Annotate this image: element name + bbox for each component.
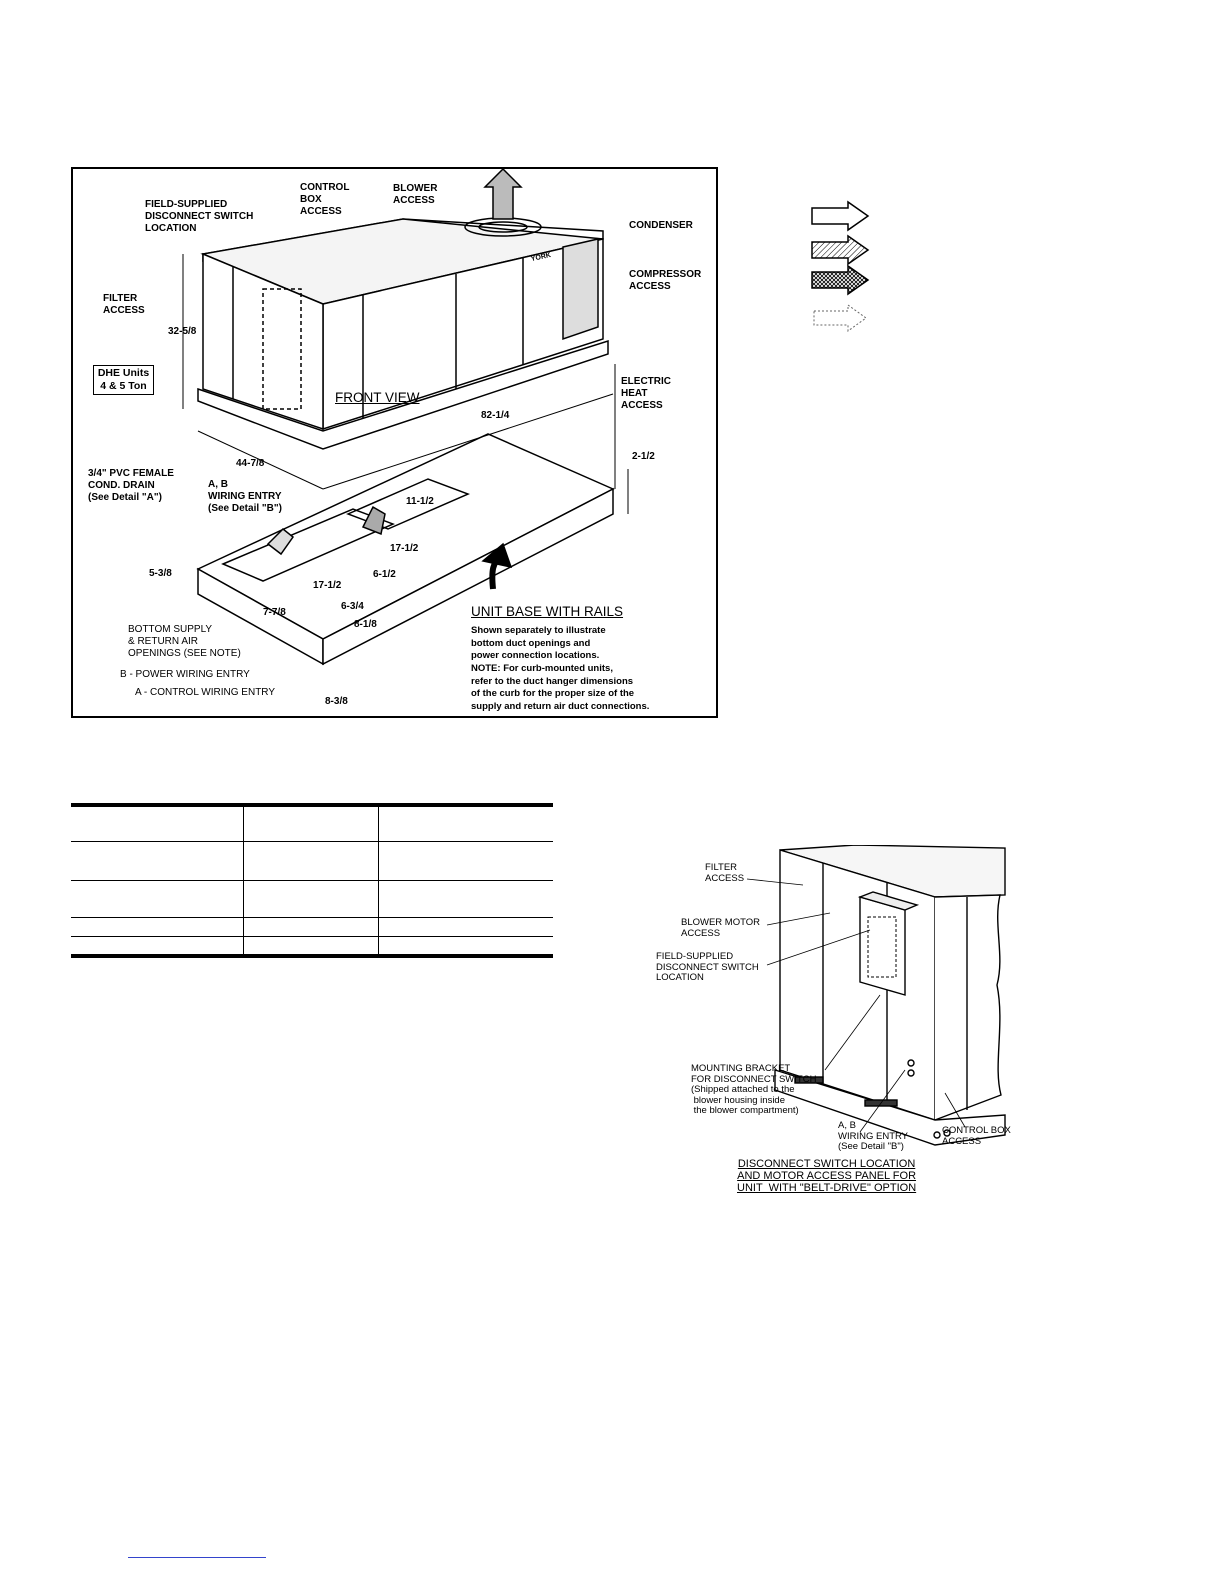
york-logo: YORK bbox=[530, 251, 552, 264]
detail-label-field-supplied: FIELD-SUPPLIED DISCONNECT SWITCH LOCATION bbox=[656, 951, 759, 983]
detail-label-mounting: MOUNTING BRACKET FOR DISCONNECT SWITCH (Shipped attached to the blower housing inside the blower compartment) bbox=[691, 1063, 817, 1116]
table-row bbox=[71, 937, 553, 956]
label-control-box: CONTROL BOX ACCESS bbox=[300, 182, 350, 217]
belt-drive-detail-figure bbox=[655, 845, 1020, 1200]
dhe-units-box: DHE Units 4 & 5 Ton bbox=[93, 365, 154, 395]
label-dim-8a: 8-1/8 bbox=[354, 619, 377, 630]
label-blower: BLOWER ACCESS bbox=[393, 183, 438, 206]
label-wiring-entry: A, B WIRING ENTRY (See Detail "B") bbox=[208, 479, 282, 514]
detail-label-wiring: A, B WIRING ENTRY (See Detail "B") bbox=[838, 1120, 909, 1152]
table-row bbox=[71, 842, 553, 881]
table-row bbox=[71, 917, 553, 936]
label-dim-height: 32-5/8 bbox=[168, 326, 197, 337]
label-dim-8b: 8-3/8 bbox=[325, 696, 348, 707]
outdoor-air-arrow-icon bbox=[812, 202, 868, 230]
front-view-title: FRONT VIEW bbox=[335, 390, 420, 405]
label-dim-6b: 6-3/4 bbox=[341, 601, 364, 612]
shown-separately-text: Shown separately to illustrate bottom duct openings and power connection locations. bbox=[471, 625, 606, 661]
label-a-control: A - CONTROL WIRING ENTRY bbox=[135, 687, 276, 698]
label-dim-depth: 44-7/8 bbox=[236, 458, 265, 469]
exhaust-air-arrow-icon bbox=[814, 305, 866, 331]
label-dim-5: 5-3/8 bbox=[149, 568, 172, 579]
label-dim-11: 11-1/2 bbox=[406, 496, 434, 507]
label-dim-6: 6-1/2 bbox=[373, 569, 396, 580]
label-dim-rail: 2-1/2 bbox=[632, 451, 655, 462]
label-cond-drain: 3/4" PVC FEMALE COND. DRAIN (See Detail "A") bbox=[88, 468, 174, 503]
main-unit-figure bbox=[71, 167, 718, 718]
detail-label-control-box: CONTROL BOX ACCESS bbox=[942, 1125, 1011, 1147]
label-b-power: B - POWER WIRING ENTRY bbox=[120, 669, 250, 680]
label-field-supplied: FIELD-SUPPLIED DISCONNECT SWITCH LOCATION bbox=[145, 199, 254, 234]
footer-link-line bbox=[128, 1557, 266, 1558]
arrow-legend bbox=[810, 200, 880, 340]
supply-air-arrow-icon bbox=[812, 236, 868, 264]
label-filter: FILTER ACCESS bbox=[103, 293, 145, 316]
label-dim-17a: 17-1/2 bbox=[390, 543, 419, 554]
detail-label-filter: FILTER ACCESS bbox=[705, 862, 745, 884]
return-air-arrow-icon bbox=[812, 266, 868, 294]
unit-base-title: UNIT BASE WITH RAILS bbox=[471, 604, 624, 619]
curb-note-text: NOTE: For curb-mounted units, refer to the duct hanger dimensions of the curb for the proper size of the supply and return air duct connections. bbox=[471, 663, 650, 712]
dimensions-table bbox=[71, 803, 553, 958]
table-row bbox=[71, 880, 553, 917]
label-dim-length: 82-1/4 bbox=[481, 410, 510, 421]
label-bottom-supply: BOTTOM SUPPLY & RETURN AIR OPENINGS (SEE NOTE) bbox=[128, 624, 241, 659]
label-dim-17b: 17-1/2 bbox=[313, 580, 342, 591]
label-compressor: COMPRESSOR ACCESS bbox=[629, 269, 702, 292]
label-condenser: CONDENSER bbox=[629, 220, 693, 231]
table-header-row bbox=[71, 805, 553, 842]
label-electric-heat: ELECTRIC HEAT ACCESS bbox=[621, 376, 671, 411]
detail-caption: DISCONNECT SWITCH LOCATION AND MOTOR ACCESS PANEL FOR UNIT WITH "BELT-DRIVE" OPTION bbox=[737, 1158, 917, 1194]
detail-label-blower-motor: BLOWER MOTOR ACCESS bbox=[681, 917, 760, 939]
label-dim-7: 7-7/8 bbox=[263, 607, 286, 618]
